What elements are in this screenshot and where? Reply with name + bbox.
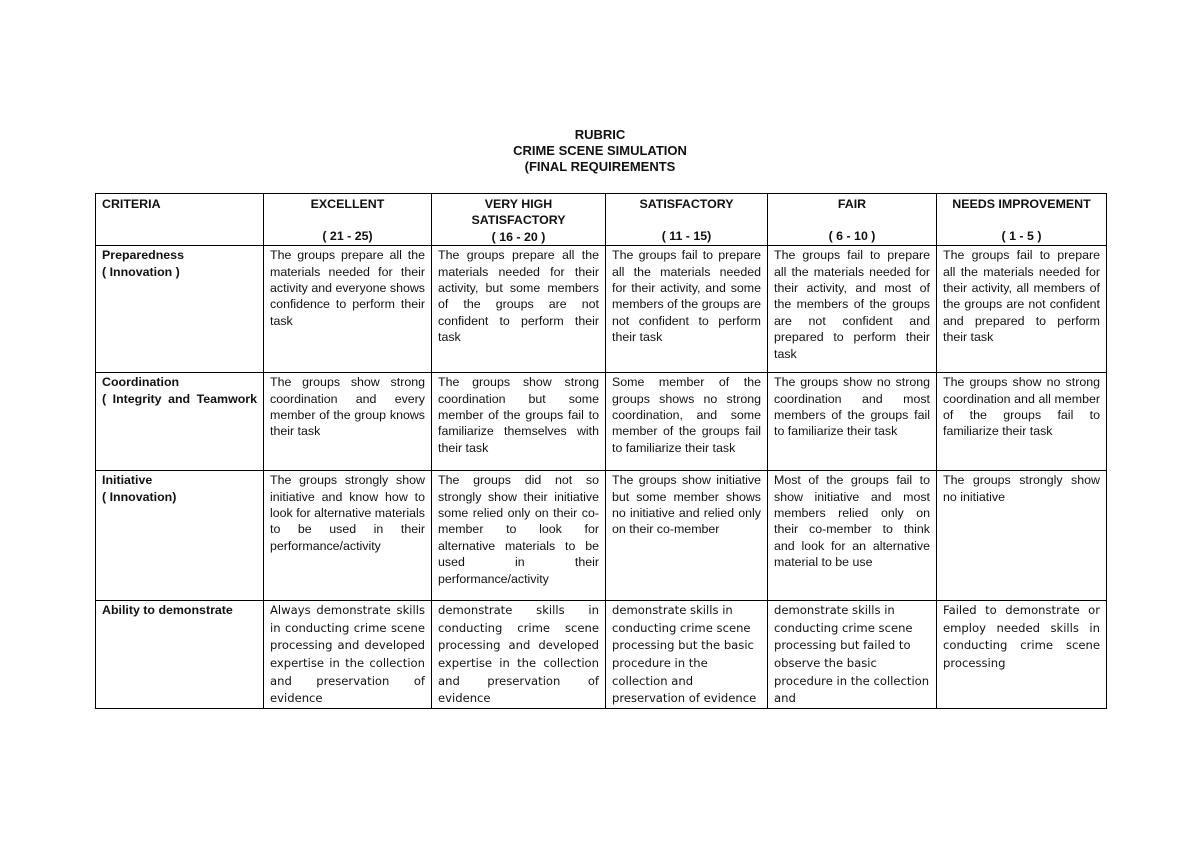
header-needs-improvement: NEEDS IMPROVEMENT ( 1 - 5 ) <box>937 194 1107 246</box>
rubric-table <box>95 193 1107 709</box>
cell-satisfactory: The groups show initiative but some member shows no initiative and relied only on their co-member <box>606 471 768 601</box>
header-criteria: CRITERIA <box>96 194 264 246</box>
cell-fair: The groups fail to prepare all the materials needed for their activity, and most of the members of the groups are not confident and prepared to perform their task <box>768 246 937 373</box>
title-line-rubric: RUBRIC <box>574 127 626 142</box>
cell-satisfactory: demonstrate skills in conducting crime scene processing but the basic procedure in the collection and preservation of evidence <box>606 601 768 709</box>
cell-needs-improvement: The groups fail to prepare all the materials needed for their activity, all members of the groups are not confident and prepared to perform their task <box>937 246 1107 373</box>
cell-excellent: The groups strongly show initiative and know how to look for alternative materials to be used in their performance/activity <box>264 471 432 601</box>
cell-excellent: The groups prepare all the materials needed for their activity and everyone shows confidence to perform their task <box>264 246 432 373</box>
cell-fair: Most of the groups fail to show initiative and most members relied only on their co-member to think and look for an alternative material to be use <box>768 471 937 601</box>
header-fair: FAIR ( 6 - 10 ) <box>768 194 937 246</box>
criteria-cell: Initiative ( Innovation) <box>96 471 264 601</box>
cell-fair: The groups show no strong coordination and most members of the groups fail to familiarize their task <box>768 373 937 471</box>
criteria-cell: Preparedness ( Innovation ) <box>96 246 264 373</box>
cell-very-high-satisfactory: demonstrate skills in conducting crime scene processing and developed expertise in the collection and preservation of evidence <box>432 601 606 709</box>
cell-needs-improvement: Failed to demonstrate or employ needed skills in conducting crime scene processing <box>937 601 1107 709</box>
header-row <box>96 194 1107 246</box>
cell-fair: demonstrate skills in conducting crime scene processing but failed to observe the basic procedure in the collection and <box>768 601 937 709</box>
document-title <box>0 127 1200 175</box>
table-row-ability <box>96 601 1107 709</box>
criteria-cell: Coordination ( Integrity and Teamwork <box>96 373 264 471</box>
header-satisfactory: SATISFACTORY ( 11 - 15) <box>606 194 768 246</box>
cell-excellent: Always demonstrate skills in conducting crime scene processing and developed expertise in the collection and preservation of evidence <box>264 601 432 709</box>
cell-very-high-satisfactory: The groups prepare all the materials needed for their activity, but some members of the groups are not confident to perform their task <box>432 246 606 373</box>
cell-very-high-satisfactory: The groups did not so strongly show their initiative some relied only on their co-member to look for alternative materials to be used in their performance/activity <box>432 471 606 601</box>
cell-needs-improvement: The groups show no strong coordination and all member of the groups fail to familiarize their task <box>937 373 1107 471</box>
cell-satisfactory: The groups fail to prepare all the materials needed for their activity, and some members of the groups are not confident to perform their task <box>606 246 768 373</box>
table-row-coordination <box>96 373 1107 471</box>
title-line-simulation: CRIME SCENE SIMULATION <box>513 143 687 158</box>
title-line-requirements: (FINAL REQUIREMENTS <box>524 159 676 174</box>
cell-needs-improvement: The groups strongly show no initiative <box>937 471 1107 601</box>
cell-excellent: The groups show strong coordination and every member of the group knows their task <box>264 373 432 471</box>
cell-satisfactory: Some member of the groups shows no strong coordination, and some member of the groups fail to familiarize their task <box>606 373 768 471</box>
table-row-initiative <box>96 471 1107 601</box>
cell-very-high-satisfactory: The groups show strong coordination but some member of the groups fail to familiarize themselves with their task <box>432 373 606 471</box>
table-row-preparedness <box>96 246 1107 373</box>
header-excellent: EXCELLENT ( 21 - 25) <box>264 194 432 246</box>
criteria-cell: Ability to demonstrate <box>96 601 264 709</box>
header-very-high-satisfactory: VERY HIGH SATISFACTORY ( 16 - 20 ) <box>432 194 606 246</box>
